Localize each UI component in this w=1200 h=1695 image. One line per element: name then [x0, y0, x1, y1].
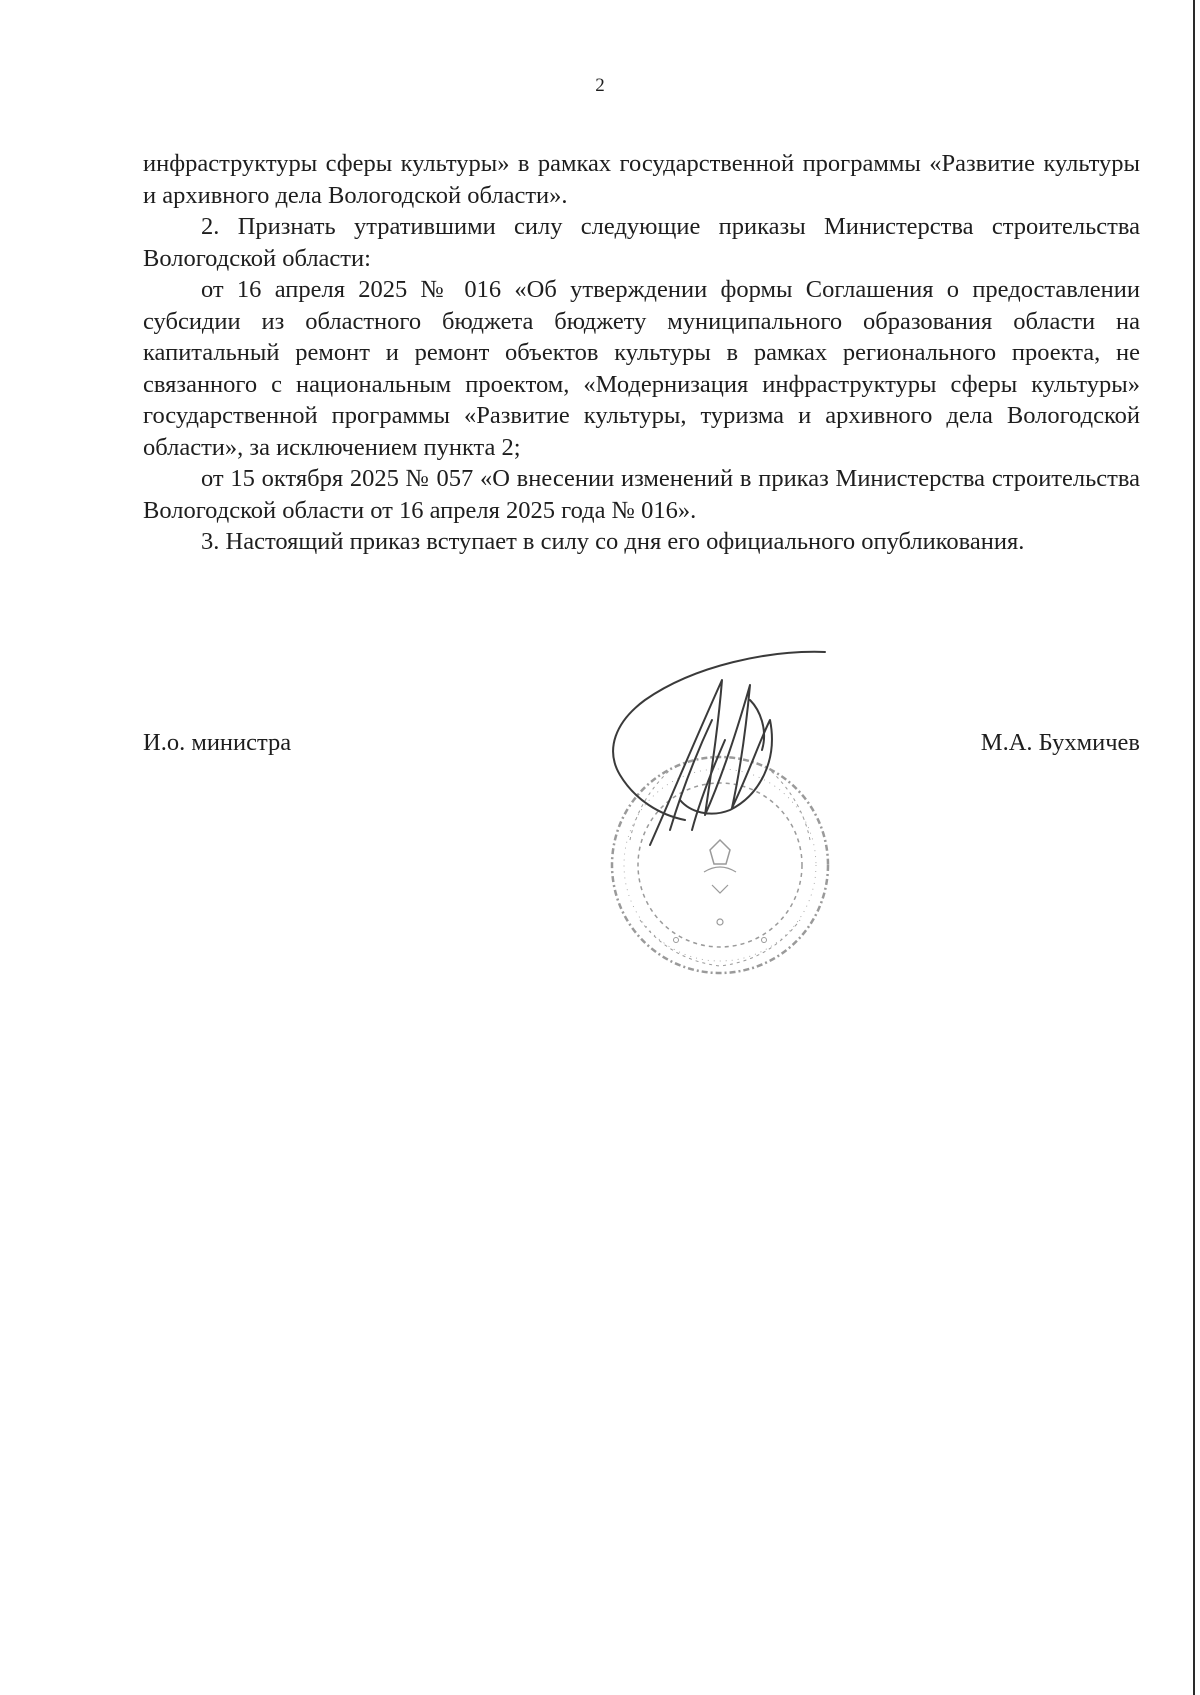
paragraph-item-2: 2. Признать утратившими силу следующие приказы Министерства строительства Вологодской области: [143, 213, 1140, 272]
seal-and-signature [600, 640, 860, 1000]
handwritten-signature-icon [613, 652, 825, 845]
paragraph-order-057: от 15 октября 2025 № 057 «О внесении изменений в приказ Министерства строительства Вологодской области от 16 апреля 2025 года № 016». [143, 465, 1140, 524]
page-number: 2 [595, 75, 605, 96]
scan-edge-line [1193, 0, 1195, 1695]
paragraph-continuation: инфраструктуры сферы культуры» в рамках государственной программы «Развитие культуры и архивного дела Вологодской области». [143, 150, 1140, 209]
official-seal-icon [612, 757, 828, 973]
paragraph-order-016: от 16 апреля 2025 № 016 «Об утверждении формы Соглашения о предоставлении субсидии из областного бюджета бюджету муниципального образования области на капитальный ремонт и ремонт объектов культуры в рамках регионального проекта, не связанного с национальным проектом, «Модернизация инфраструктуры сферы культуры» государственной программы «Развитие культуры, туризма и архивного дела Вологодской области», за исключением пункта 2; [143, 276, 1140, 461]
document-body [143, 148, 1140, 558]
paragraph-item-3: 3. Настоящий приказ вступает в силу со дня его официального опубликования. [201, 528, 1025, 555]
signatory-title: И.о. министра [143, 729, 292, 756]
signatory-name: М.А. Бухмичев [980, 729, 1140, 756]
